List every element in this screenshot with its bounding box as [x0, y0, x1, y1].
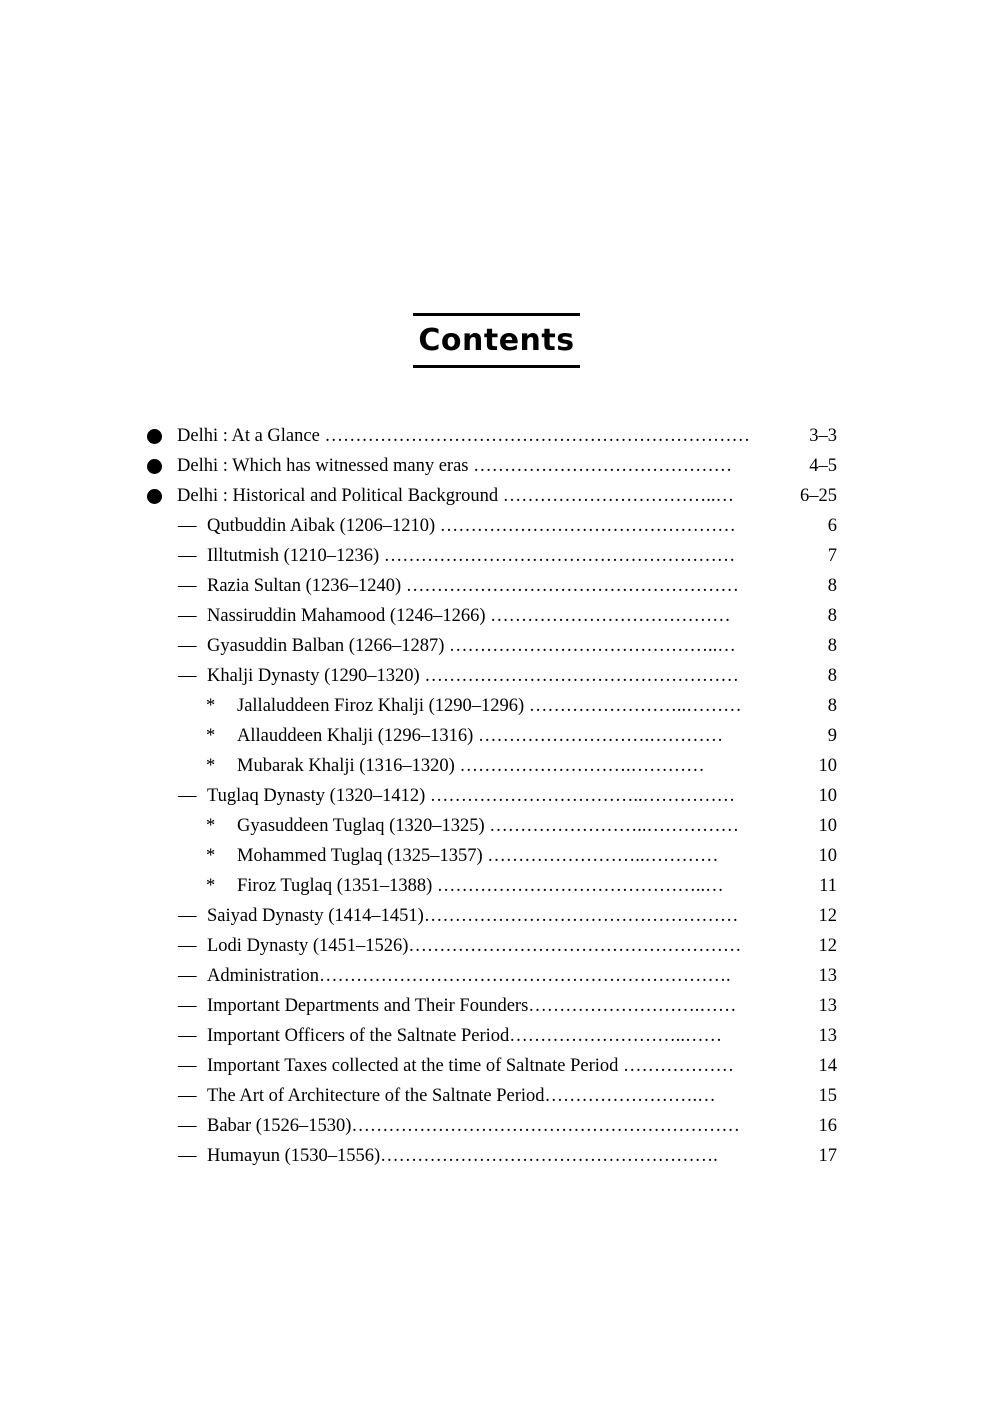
toc-entry	[0, 751, 992, 781]
toc-entry	[0, 811, 992, 841]
dash-marker: —	[178, 966, 197, 986]
contents-heading-box	[413, 313, 580, 368]
toc-entry	[0, 781, 992, 811]
toc-page-number: 12	[818, 906, 837, 926]
toc-page-number: 6	[827, 516, 837, 536]
dash-marker: —	[178, 1026, 197, 1046]
toc-entry	[0, 571, 992, 601]
toc-entry	[0, 631, 992, 661]
dash-marker: —	[178, 786, 197, 806]
toc-entry	[0, 1051, 992, 1081]
toc-entry	[0, 991, 992, 1021]
toc-entry	[0, 541, 992, 571]
toc-entry	[0, 451, 992, 481]
toc-entry-title: Jallaluddeen Firoz Khalji (1290–1296) ……………………..………	[237, 696, 742, 716]
toc-entry-title: Humayun (1530–1556)……………………………………………….	[207, 1146, 718, 1166]
toc-entry	[0, 601, 992, 631]
toc-entry-title: Important Officers of the Saltnate Period………………………..……	[207, 1026, 723, 1046]
dash-marker: —	[178, 996, 197, 1016]
toc-page-number: 17	[818, 1146, 837, 1166]
toc-entry-title: Lodi Dynasty (1451–1526)………………………………………………	[207, 936, 742, 956]
toc-entry	[0, 1021, 992, 1051]
bullet-icon	[147, 459, 162, 474]
toc-page-number: 7	[827, 546, 837, 566]
bullet-icon	[147, 489, 162, 504]
toc-page-number: 8	[827, 576, 837, 596]
toc-page-number: 8	[827, 696, 837, 716]
asterisk-marker: *	[206, 756, 216, 776]
dash-marker: —	[178, 666, 197, 686]
toc-entry-title: Administration………………………………………………………….	[207, 966, 731, 986]
toc-entry-title: Allauddeen Khalji (1296–1316) ……………………….…………	[237, 726, 724, 746]
dash-marker: —	[178, 1056, 197, 1076]
toc-entry	[0, 901, 992, 931]
table-of-contents	[0, 421, 992, 1171]
toc-entry-title: Khalji Dynasty (1290–1320) ……………………………………………	[207, 666, 739, 686]
dash-marker: —	[178, 1116, 197, 1136]
toc-page-number: 13	[818, 1026, 837, 1046]
toc-entry	[0, 511, 992, 541]
dash-marker: —	[178, 546, 197, 566]
asterisk-marker: *	[206, 846, 216, 866]
toc-page-number: 8	[827, 606, 837, 626]
toc-page-number: 11	[819, 876, 837, 896]
toc-page-number: 4–5	[809, 456, 837, 476]
toc-page-number: 13	[818, 996, 837, 1016]
toc-page-number: 15	[818, 1086, 837, 1106]
toc-entry-title: Razia Sultan (1236–1240) ………………………………………………	[207, 576, 739, 596]
toc-page-number: 10	[818, 756, 837, 776]
toc-entry	[0, 1111, 992, 1141]
toc-page-number: 12	[818, 936, 837, 956]
toc-page-number: 8	[827, 666, 837, 686]
toc-entry-title: Gyasuddin Balban (1266–1287) ……………………………………..…	[207, 636, 736, 656]
toc-entry-title: Mubarak Khalji (1316–1320) ……………………….…………	[237, 756, 705, 776]
toc-entry	[0, 841, 992, 871]
toc-page-number: 10	[818, 786, 837, 806]
toc-entry-title: Delhi : Which has witnessed many eras ……………………………………	[177, 456, 733, 476]
bullet-icon	[147, 429, 162, 444]
asterisk-marker: *	[206, 696, 216, 716]
toc-entry	[0, 691, 992, 721]
dash-marker: —	[178, 1146, 197, 1166]
toc-entry	[0, 871, 992, 901]
toc-entry-title: Qutbuddin Aibak (1206–1210) …………………………………………	[207, 516, 736, 536]
toc-entry	[0, 721, 992, 751]
toc-entry-title: Tuglaq Dynasty (1320–1412) ……………………………..……………	[207, 786, 736, 806]
toc-entry-title: The Art of Architecture of the Saltnate Period…………………….…	[207, 1086, 716, 1106]
asterisk-marker: *	[206, 726, 216, 746]
dash-marker: —	[178, 606, 197, 626]
page-title: Contents	[418, 323, 575, 358]
toc-page-number: 14	[818, 1056, 837, 1076]
asterisk-marker: *	[206, 816, 216, 836]
toc-entry-title: Important Departments and Their Founders……………………….……	[207, 996, 737, 1016]
dash-marker: —	[178, 906, 197, 926]
toc-page-number: 10	[818, 816, 837, 836]
toc-page-number: 9	[827, 726, 837, 746]
toc-entry-title: Nassiruddin Mahamood (1246–1266) …………………………………	[207, 606, 731, 626]
toc-entry-title: Babar (1526–1530)………………………………………………………	[207, 1116, 740, 1136]
toc-page-number: 8	[827, 636, 837, 656]
toc-page-number: 16	[818, 1116, 837, 1136]
toc-entry-title: Illtutmish (1210–1236) …………………………………………………	[207, 546, 736, 566]
toc-entry	[0, 481, 992, 511]
toc-page-number: 6–25	[800, 486, 837, 506]
toc-entry-title: Delhi : Historical and Political Background ……………………………..…	[177, 486, 734, 506]
toc-entry-title: Saiyad Dynasty (1414–1451)……………………………………………	[207, 906, 739, 926]
toc-entry	[0, 961, 992, 991]
toc-entry-title: Mohammed Tuglaq (1325–1357) ……………………..…………	[237, 846, 719, 866]
dash-marker: —	[178, 636, 197, 656]
dash-marker: —	[178, 936, 197, 956]
toc-entry	[0, 661, 992, 691]
toc-entry	[0, 931, 992, 961]
toc-entry	[0, 1081, 992, 1111]
toc-entry	[0, 421, 992, 451]
dash-marker: —	[178, 516, 197, 536]
toc-entry	[0, 1141, 992, 1171]
toc-page-number: 13	[818, 966, 837, 986]
dash-marker: —	[178, 1086, 197, 1106]
toc-page-number: 10	[818, 846, 837, 866]
toc-entry-title: Firoz Tuglaq (1351–1388) ……………………………………..…	[237, 876, 724, 896]
toc-page-number: 3–3	[809, 426, 837, 446]
dash-marker: —	[178, 576, 197, 596]
toc-entry-title: Gyasuddeen Tuglaq (1320–1325) ……………………..……………	[237, 816, 740, 836]
toc-entry-title: Delhi : At a Glance ……………………………………………………………	[177, 426, 750, 446]
asterisk-marker: *	[206, 876, 216, 896]
toc-entry-title: Important Taxes collected at the time of Saltnate Period ………………	[207, 1056, 735, 1076]
